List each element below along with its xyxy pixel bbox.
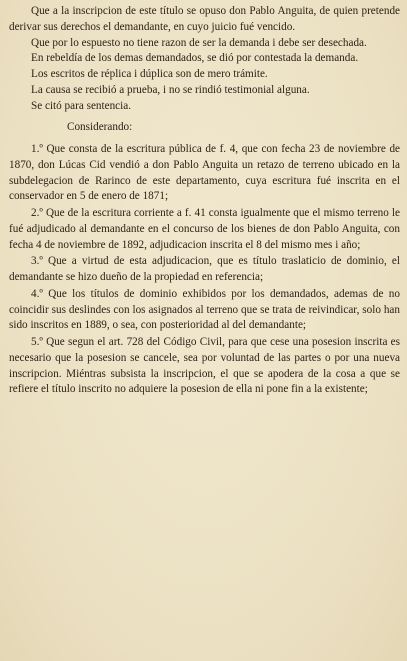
paragraph-evidence: La causa se recibió a prueba, i no se rindió testimonial alguna. [31,83,310,96]
paragraph-conclusion: Que por lo espuesto no tiene razon de ser la demanda i debe ser desechada. [31,36,367,49]
paragraph-writs: Los escritos de réplica i dúplica son de mero trámite. [31,68,268,80]
paragraph-citation: Se citó para sentencia. [31,99,132,112]
considerando-5: 5.º Que segun el art. 728 del Código Civil, para que cese una posesion inscrita es necesario que la posesion se cancele, sea por voluntad de las partes o por una nueva inscripcion. Miéntras subsista la inscripcion, el que se apodera de la cosa a que se refiere el título inscrito no adquiere la posesion de ella ni pone fin a la existente; [9,336,400,396]
section-heading: Considerando: [67,121,133,134]
paragraph-opposition: Que a la inscripcion de este título se opuso don Pablo Anguita, de quien pretende derivar sus derechos el demandante, en cuyo juicio fué vencido. [9,5,400,33]
considerando-3: 3.º Que a virtud de esta adjudicacion, que es título traslaticio de dominio, el demandante se hizo dueño de la propiedad en referencia; [9,255,400,283]
considerando-1: 1.º Que consta de la escritura pública de f. 4, que con fecha 23 de noviembre de 1870, don Lúcas Cid vendió a don Pablo Anguita un retazo de terreno ubicado en la subdelegacion de Rarinco de este departamento, cuya escritura fué inscrita en el conservador en 5 de enero de 1871; [9,143,400,203]
considerando-2: 2.º Que de la escritura corriente a f. 41 consta igualmente que el mismo terreno le fué adjudicado al demandante en el concurso de los bienes de don Pablo Anguita, con fecha 4 de noviembre de 1892, adjudicacion inscrita el 8 del mismo mes i año; [9,207,400,251]
considerando-4: 4.º Que los títulos de dominio exhibidos por los demandados, ademas de no coincidir sus deslindes con los asignados al terreno que se trata de reivindicar, solo han sido inscritos en 1889, o sea, con posterioridad al del demandante; [9,287,400,332]
paragraph-default: En rebeldía de los demas demandados, se dió por contestada la demanda. [31,52,359,65]
